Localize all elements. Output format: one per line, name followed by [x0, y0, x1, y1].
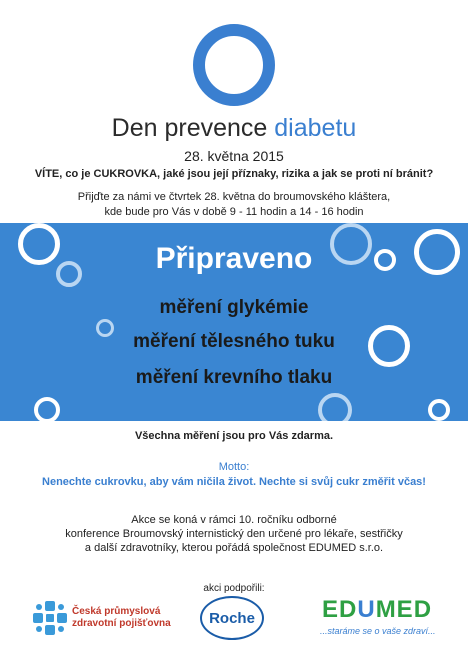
- service-item-body-fat: měření tělesného tuku: [133, 331, 335, 352]
- service-item-glycemia: měření glykémie: [159, 297, 309, 318]
- event-date: 28. května 2015: [184, 148, 284, 164]
- decorative-ring-icon: [318, 393, 352, 421]
- conference-line-1: Akce se koná v rámci 10. ročníku odborné: [131, 514, 337, 526]
- edumed-ed: ED: [322, 596, 358, 623]
- free-note: Všechna měření jsou pro Vás zdarma.: [134, 430, 334, 442]
- roche-logo: [200, 596, 264, 640]
- blue-ring-logo-icon: [193, 24, 275, 106]
- decorative-ring-icon: [34, 397, 60, 421]
- service-item-blood-pressure: měření krevního tlaku: [135, 367, 333, 388]
- services-band: [0, 223, 468, 421]
- edumed-med: MED: [375, 596, 433, 623]
- motto-label: Motto:: [218, 461, 250, 473]
- conference-line-3: a další zdravotníky, kterou pořádá společnost EDUMED s.r.o.: [84, 542, 384, 554]
- invitation-text: [0, 190, 468, 219]
- conference-text: [0, 513, 468, 555]
- conference-line-2: konference Broumovský internistický den určené pro lékaře, sestřičky: [65, 528, 403, 540]
- invitation-line-2: kde bude pro Vás v době 9 - 11 hodin a 14 - 16 hodin: [104, 205, 364, 218]
- question-text: VÍTE, co je CUKROVKA, jaké jsou její příznaky, rizika a jak se proti ní bránit?: [34, 168, 434, 180]
- edumed-logo: [322, 596, 432, 624]
- motto-text: Nenechte cukrovku, aby vám ničila život. Nechte si svůj cukr změřit včas!: [42, 476, 426, 488]
- sponsors-label: akci podpořili:: [203, 583, 265, 594]
- band-heading: Připraveno: [155, 242, 313, 275]
- title-main: Den prevence: [111, 114, 275, 142]
- cpzp-name: [72, 606, 171, 630]
- cpzp-line-2: zdravotní pojišťovna: [72, 618, 171, 629]
- edumed-u: U: [357, 596, 376, 623]
- edumed-tagline: ...staráme se o vaše zdraví...: [320, 626, 436, 636]
- roche-label: Roche: [209, 609, 255, 627]
- invitation-line-1: Přijďte za námi ve čtvrtek 28. května do broumovského kláštera,: [77, 191, 391, 203]
- cpzp-line-1: Česká průmyslová: [72, 606, 161, 617]
- decorative-ring-icon: [428, 399, 450, 421]
- page-title: [0, 114, 468, 143]
- title-accent: diabetu: [274, 114, 357, 142]
- cpzp-cross-icon: [32, 600, 68, 636]
- cpzp-logo: [32, 600, 68, 641]
